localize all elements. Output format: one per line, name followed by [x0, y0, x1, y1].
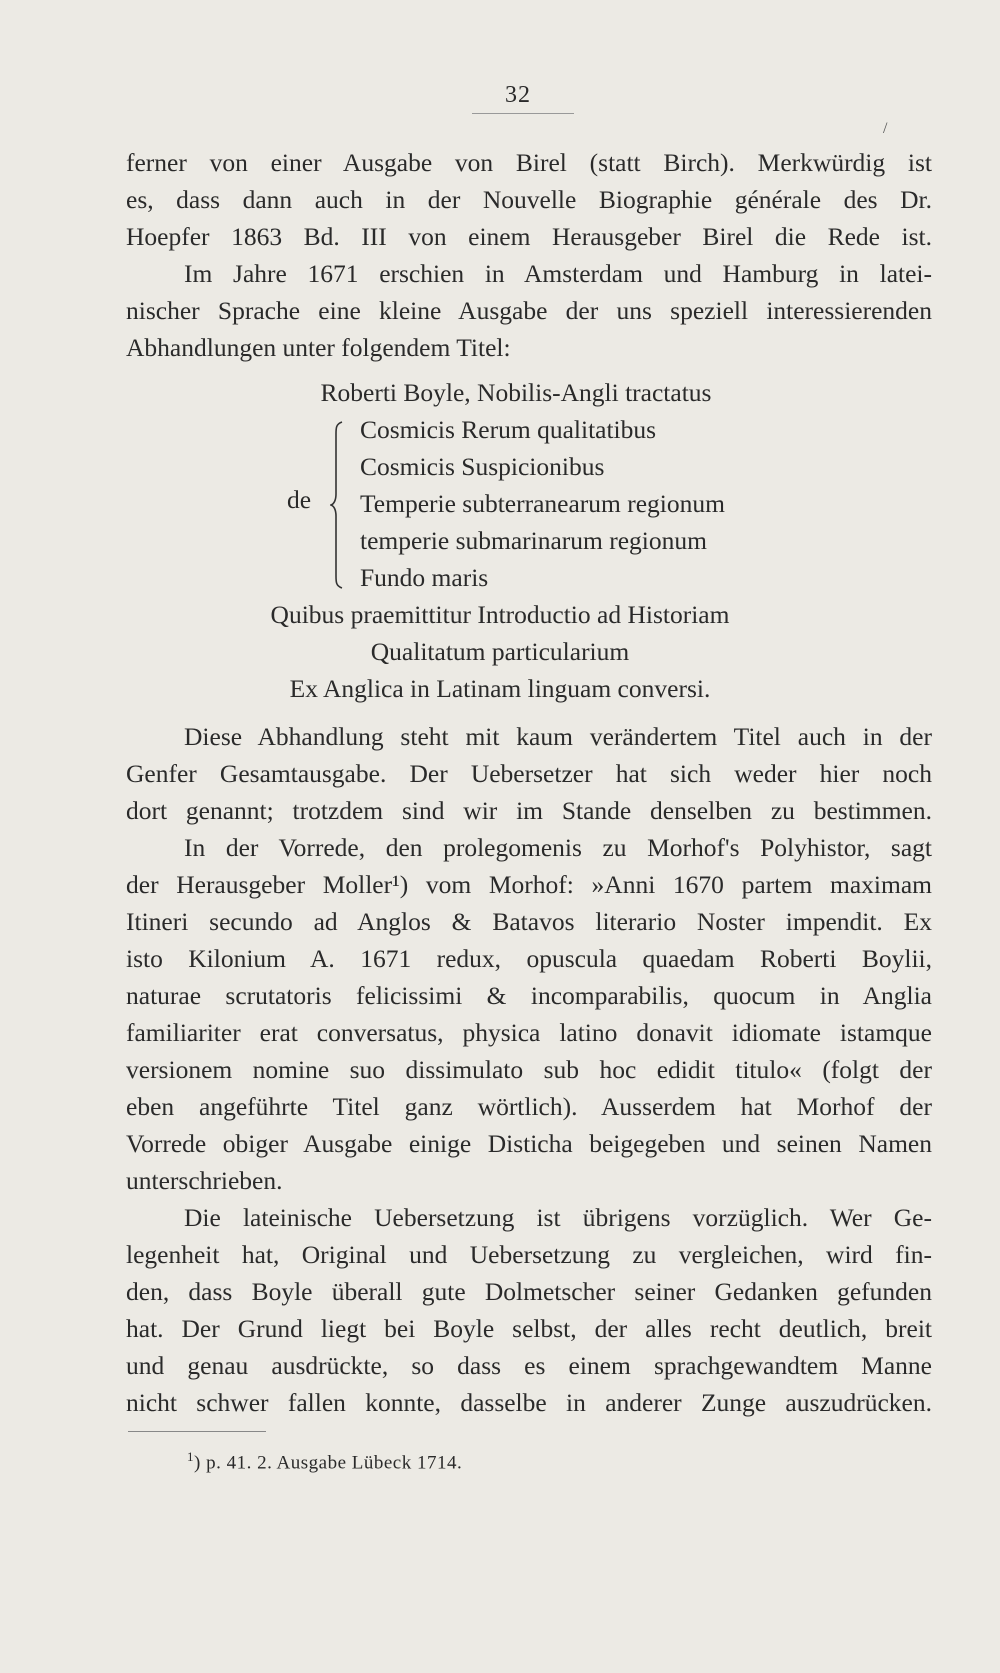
footnote	[187, 1449, 462, 1474]
text-line: Genfer Gesamtausgabe. Der Uebersetzer hat sich weder hier noch	[126, 759, 932, 788]
paragraph-3	[126, 718, 932, 829]
curly-brace	[330, 420, 344, 590]
stray-mark: /	[883, 120, 888, 137]
text-line: es, dass dann auch in der Nouvelle Biographie générale des Dr.	[126, 185, 932, 214]
latin-title-closing-line: Ex Anglica in Latinam linguam conversi.	[289, 674, 711, 703]
text-line: Im Jahre 1671 erschien in Amsterdam und Hamburg in latei-	[184, 259, 932, 288]
text-line: nischer Sprache eine kleine Ausgabe der uns speziell interessierenden	[126, 296, 932, 325]
text-line: eben angeführte Titel ganz wörtlich). Ausserdem hat Morhof der	[126, 1092, 932, 1121]
footnote-marker: 1	[187, 1449, 194, 1464]
text-line: hat. Der Grund liegt bei Boyle selbst, der alles recht deutlich, breit	[126, 1314, 932, 1343]
text-line: versionem nomine suo dissimulato sub hoc edidit titulo« (folgt der	[126, 1055, 932, 1084]
latin-title-item: Temperie subterranearum regionum	[360, 489, 725, 518]
text-line: Itineri secundo ad Anglos & Batavos literario Noster impendit. Ex	[126, 907, 932, 936]
text-line: In der Vorrede, den prolegomenis zu Morhof's Polyhistor, sagt	[184, 833, 932, 862]
text-line: unterschrieben.	[126, 1166, 283, 1195]
text-line: isto Kilonium A. 1671 redux, opuscula quaedam Roberti Boylii,	[126, 944, 932, 973]
text-line: legenheit hat, Original und Uebersetzung zu vergleichen, wird fin-	[126, 1240, 932, 1269]
latin-title-closing-line: Quibus praemittitur Introductio ad Historiam	[270, 600, 730, 629]
text-line: der Herausgeber Moller¹) vom Morhof: »Anni 1670 partem maximam	[126, 870, 932, 899]
latin-title-item: Cosmicis Rerum qualitatibus	[360, 415, 657, 444]
page-number: 32	[505, 82, 531, 108]
text-line: ferner von einer Ausgabe von Birel (statt Birch). Merkwürdig ist	[126, 148, 932, 177]
paragraph-5	[126, 1199, 932, 1421]
de-label: de	[287, 485, 312, 514]
paragraph-1	[126, 144, 932, 255]
text-line: Diese Abhandlung steht mit kaum verändertem Titel auch in der	[184, 722, 932, 751]
latin-title-closing-line: Qualitatum particularium	[370, 637, 630, 666]
latin-title-heading: Roberti Boyle, Nobilis-Angli tractatus	[320, 378, 712, 407]
latin-title-list	[360, 411, 725, 596]
paragraph-2	[126, 255, 932, 366]
text-line: und genau ausdrückte, so dass es einem sprachgewandtem Manne	[126, 1351, 932, 1380]
text-line: dort genannt; trotzdem sind wir im Stande denselben zu bestimmen.	[126, 796, 932, 825]
text-line: naturae scrutatoris felicissimi & incomparabilis, quocum in Anglia	[126, 981, 932, 1010]
footnote-text: ) p. 41. 2. Ausgabe Lübeck 1714.	[194, 1452, 463, 1474]
text-line: den, dass Boyle überall gute Dolmetscher seiner Gedanken gefunden	[126, 1277, 932, 1306]
text-line: Hoepfer 1863 Bd. III von einem Herausgeber Birel die Rede ist.	[126, 222, 932, 251]
text-line: Vorrede obiger Ausgabe einige Disticha beigegeben und seinen Namen	[126, 1129, 932, 1158]
paragraph-4	[126, 829, 932, 1199]
text-line: familiariter erat conversatus, physica latino donavit idiomate istamque	[126, 1018, 932, 1047]
text-line: Abhandlungen unter folgendem Titel:	[126, 333, 511, 362]
latin-title-item: temperie submarinarum regionum	[360, 526, 707, 555]
text-line: nicht schwer fallen konnte, dasselbe in anderer Zunge auszudrücken.	[126, 1388, 932, 1417]
footnote-rule	[128, 1431, 266, 1432]
page-number-rule	[472, 113, 574, 114]
latin-title-item: Cosmicis Suspicionibus	[360, 452, 605, 481]
text-line: Die lateinische Uebersetzung ist übrigens vorzüglich. Wer Ge-	[184, 1203, 932, 1232]
latin-title-item: Fundo maris	[360, 563, 489, 592]
